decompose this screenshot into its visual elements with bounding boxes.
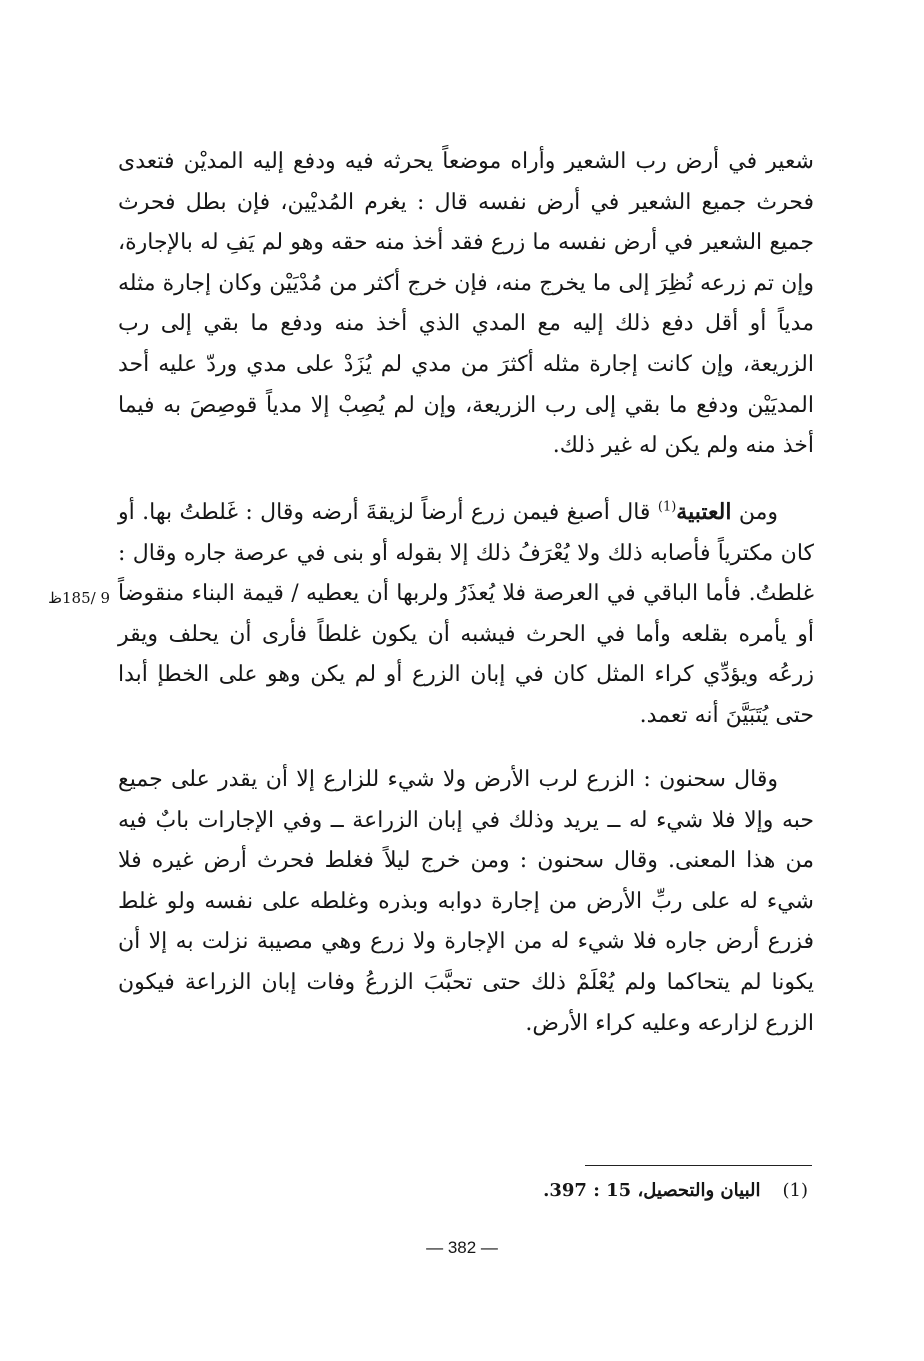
paragraph-1: شعير في أرض رب الشعير وأراه موضعاً يحرثه فيه ودفع إليه المديْن فتعدى فحرث جميع الشعير في أرض نفسه قال : يغرم المُديْين، فإن بطل فحرث جميع الشعير في أرض نفسه ما زرع فقد أخذ منه حقه وهو لم يَفِ له بالإجارة، وإن تم زرعه نُظِرَ إلى ما يخرج منه، فإن خرج أكثر من مُدْيَيْن وكان إجارة مثله مدياً أو أقل دفع ذلك إليه مع المدي الذي أخذ منه ودفع ما بقي إلى رب الزريعة، وإن كانت إجارة مثله أكثرَ من مدي لم يُزَدْ على مدي وردّ عليه أحد المديَيْن ودفع ما بقي إلى رب الزريعة، وإن لم يُصِبْ إلا مدياً قوصِصَ به فيما أخذ منه ولم يكن له غير ذلك. [118,149,814,459]
footnote-text: البيان والتحصيل، 15 : 397. [543,1180,761,1201]
paragraph-3 [118,760,814,1044]
page-number: — 382 — [426,1238,498,1257]
source-title-utbiyya: العتبية [676,499,732,525]
paragraph-3-body: وقال سحنون : الزرع لرب الأرض ولا شيء للزارع إلا أن يقدر على جميع حبه وإلا فلا شيء له ــ يريد وذلك في إبان الزراعة ــ وفي الإجارات بابٌ فيه من هذا المعنى. وقال سحنون : ومن خرج ليلاً فغلط فحرث أرض غيره فلا شيء له على ربِّ الأرض من إجارة دوابه وبذره وغلطه على نفسه ولو غلط فزرع أرض جاره فلا شيء له من الإجارة ولا زرع وهي مصيبة نزلت به إلا أن يكونا لم يتحاكما ولم يُعْلَمْ ذلك حتى تحبَّبَ الزرعُ وفات إبان الزراعة فيكون الزرع لزارعه وعليه كراء الأرض. [118,767,814,1036]
footnote-number: (1) [782,1180,808,1201]
footnote-divider [585,1165,812,1166]
paragraph-2-lead: ومن [738,500,779,525]
paragraph-2 [118,492,814,737]
paragraph-2-body: قال أصبغ فيمن زرع أرضاً لزيقةَ أرضه وقال : غَلطتُ بها. أو كان مكترياً فأصابه ذلك ولا يُعْرَفُ ذلك إلا بقوله أو بنى في عرصة جاره وقال : غلطتُ. فأما الباقي في العرصة فلا يُعذَرُ ولربها أن يعطيه / قيمة البناء منقوضاً أو يأمره بقلعه وأما في الحرث فيشبه أن يكون غلطاً فأرى أن يحلف ويقر زرعُه ويؤدِّي كراء المثل كان في إبان الزرع أو لم يكن وهو على الخطإ أبدا حتى يُتَبَيَّنَ أنه تعمد. [118,500,814,728]
footnote-reference[interactable]: (1) [657,499,677,515]
manuscript-folio-note: 9 /185ظ [48,589,110,607]
footnote [420,1176,808,1206]
